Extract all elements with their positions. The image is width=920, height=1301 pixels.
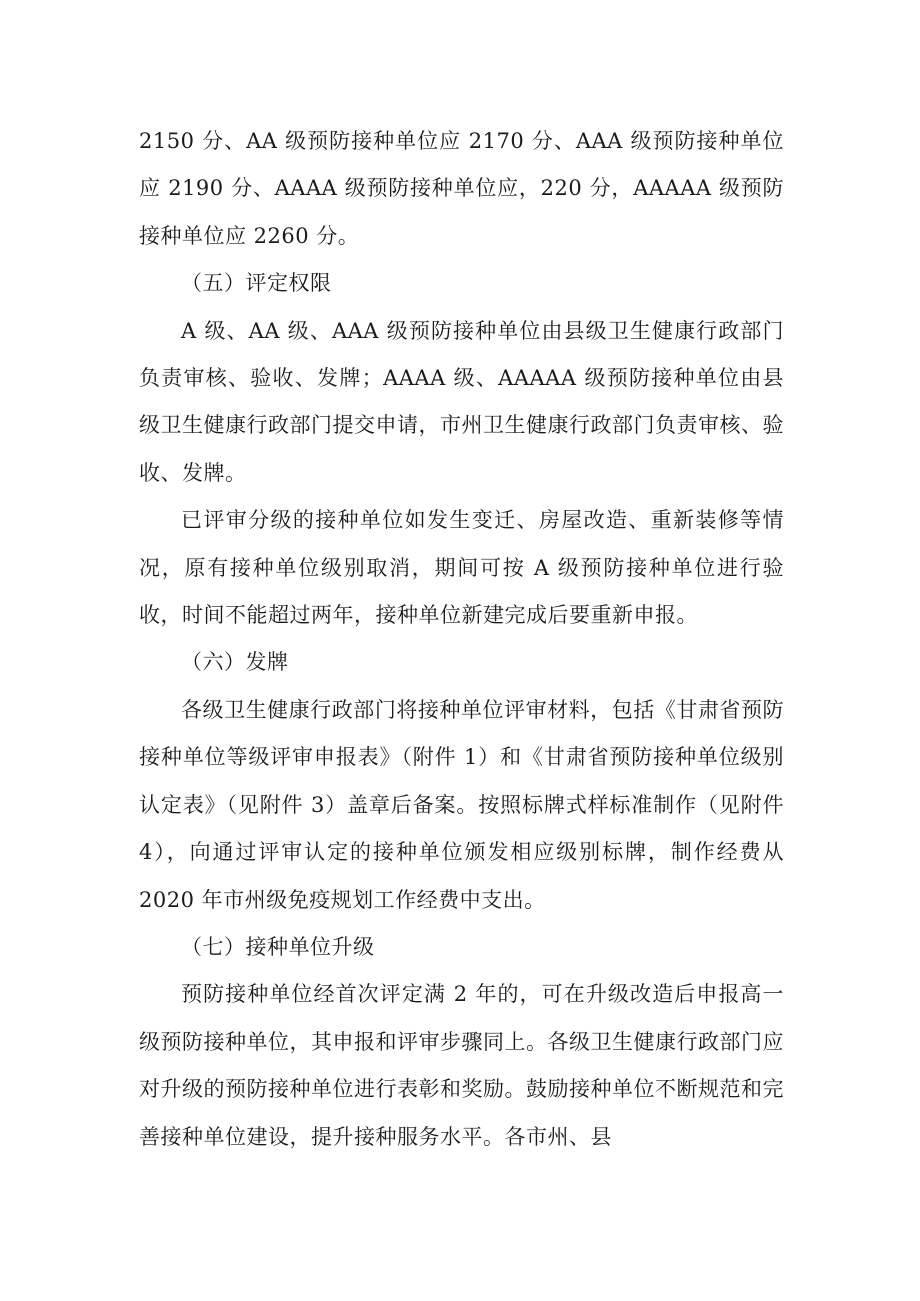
section-heading-plaque-issuance: （六）发牌: [181, 650, 289, 675]
document-body: [139, 118, 784, 1161]
plaque-issuance-paragraph: 各级卫生健康行政部门将接种单位评审材料，包括《甘肃省预防接种单位等级评审申报表》（附件 1）和《甘肃省预防接种单位级别认定表》（见附件 3）盖章后备案。按照标牌式样标准制作（见附件 4），向通过评审认定的接种单位颁发相应级别标牌，制作经费从 2020 年市州级免疫规划工作经费中支出。: [139, 697, 784, 912]
section-heading-evaluation-authority: （五）评定权限: [181, 271, 332, 296]
unit-upgrade-paragraph: 预防接种单位经首次评定满 2 年的，可在升级改造后申报高一级预防接种单位，其申报和评审步骤同上。各级卫生健康行政部门应对升级的预防接种单位进行表彰和奖励。鼓励接种单位不断规范和完善接种单位建设，提升接种服务水平。各市州、县: [139, 982, 784, 1149]
relocation-paragraph: 已评审分级的接种单位如发生变迁、房屋改造、重新装修等情况，原有接种单位级别取消，期间可按 A 级预防接种单位进行验收，时间不能超过两年，接种单位新建完成后要重新申报。: [139, 508, 784, 628]
evaluation-authority-paragraph: A 级、AA 级、AAA 级预防接种单位由县级卫生健康行政部门负责审核、验收、发牌；AAAA 级、AAAAA 级预防接种单位由县级卫生健康行政部门提交申请，市州卫生健康行政部门负责审核、验收、发牌。: [139, 318, 784, 485]
section-heading-unit-upgrade: （七）接种单位升级: [181, 934, 375, 959]
score-requirements-paragraph: 2150 分、AA 级预防接种单位应 2170 分、AAA 级预防接种单位应 2190 分、AAAA 级预防接种单位应，220 分，AAAAA 级预防接种单位应 2260 分。: [139, 129, 784, 248]
